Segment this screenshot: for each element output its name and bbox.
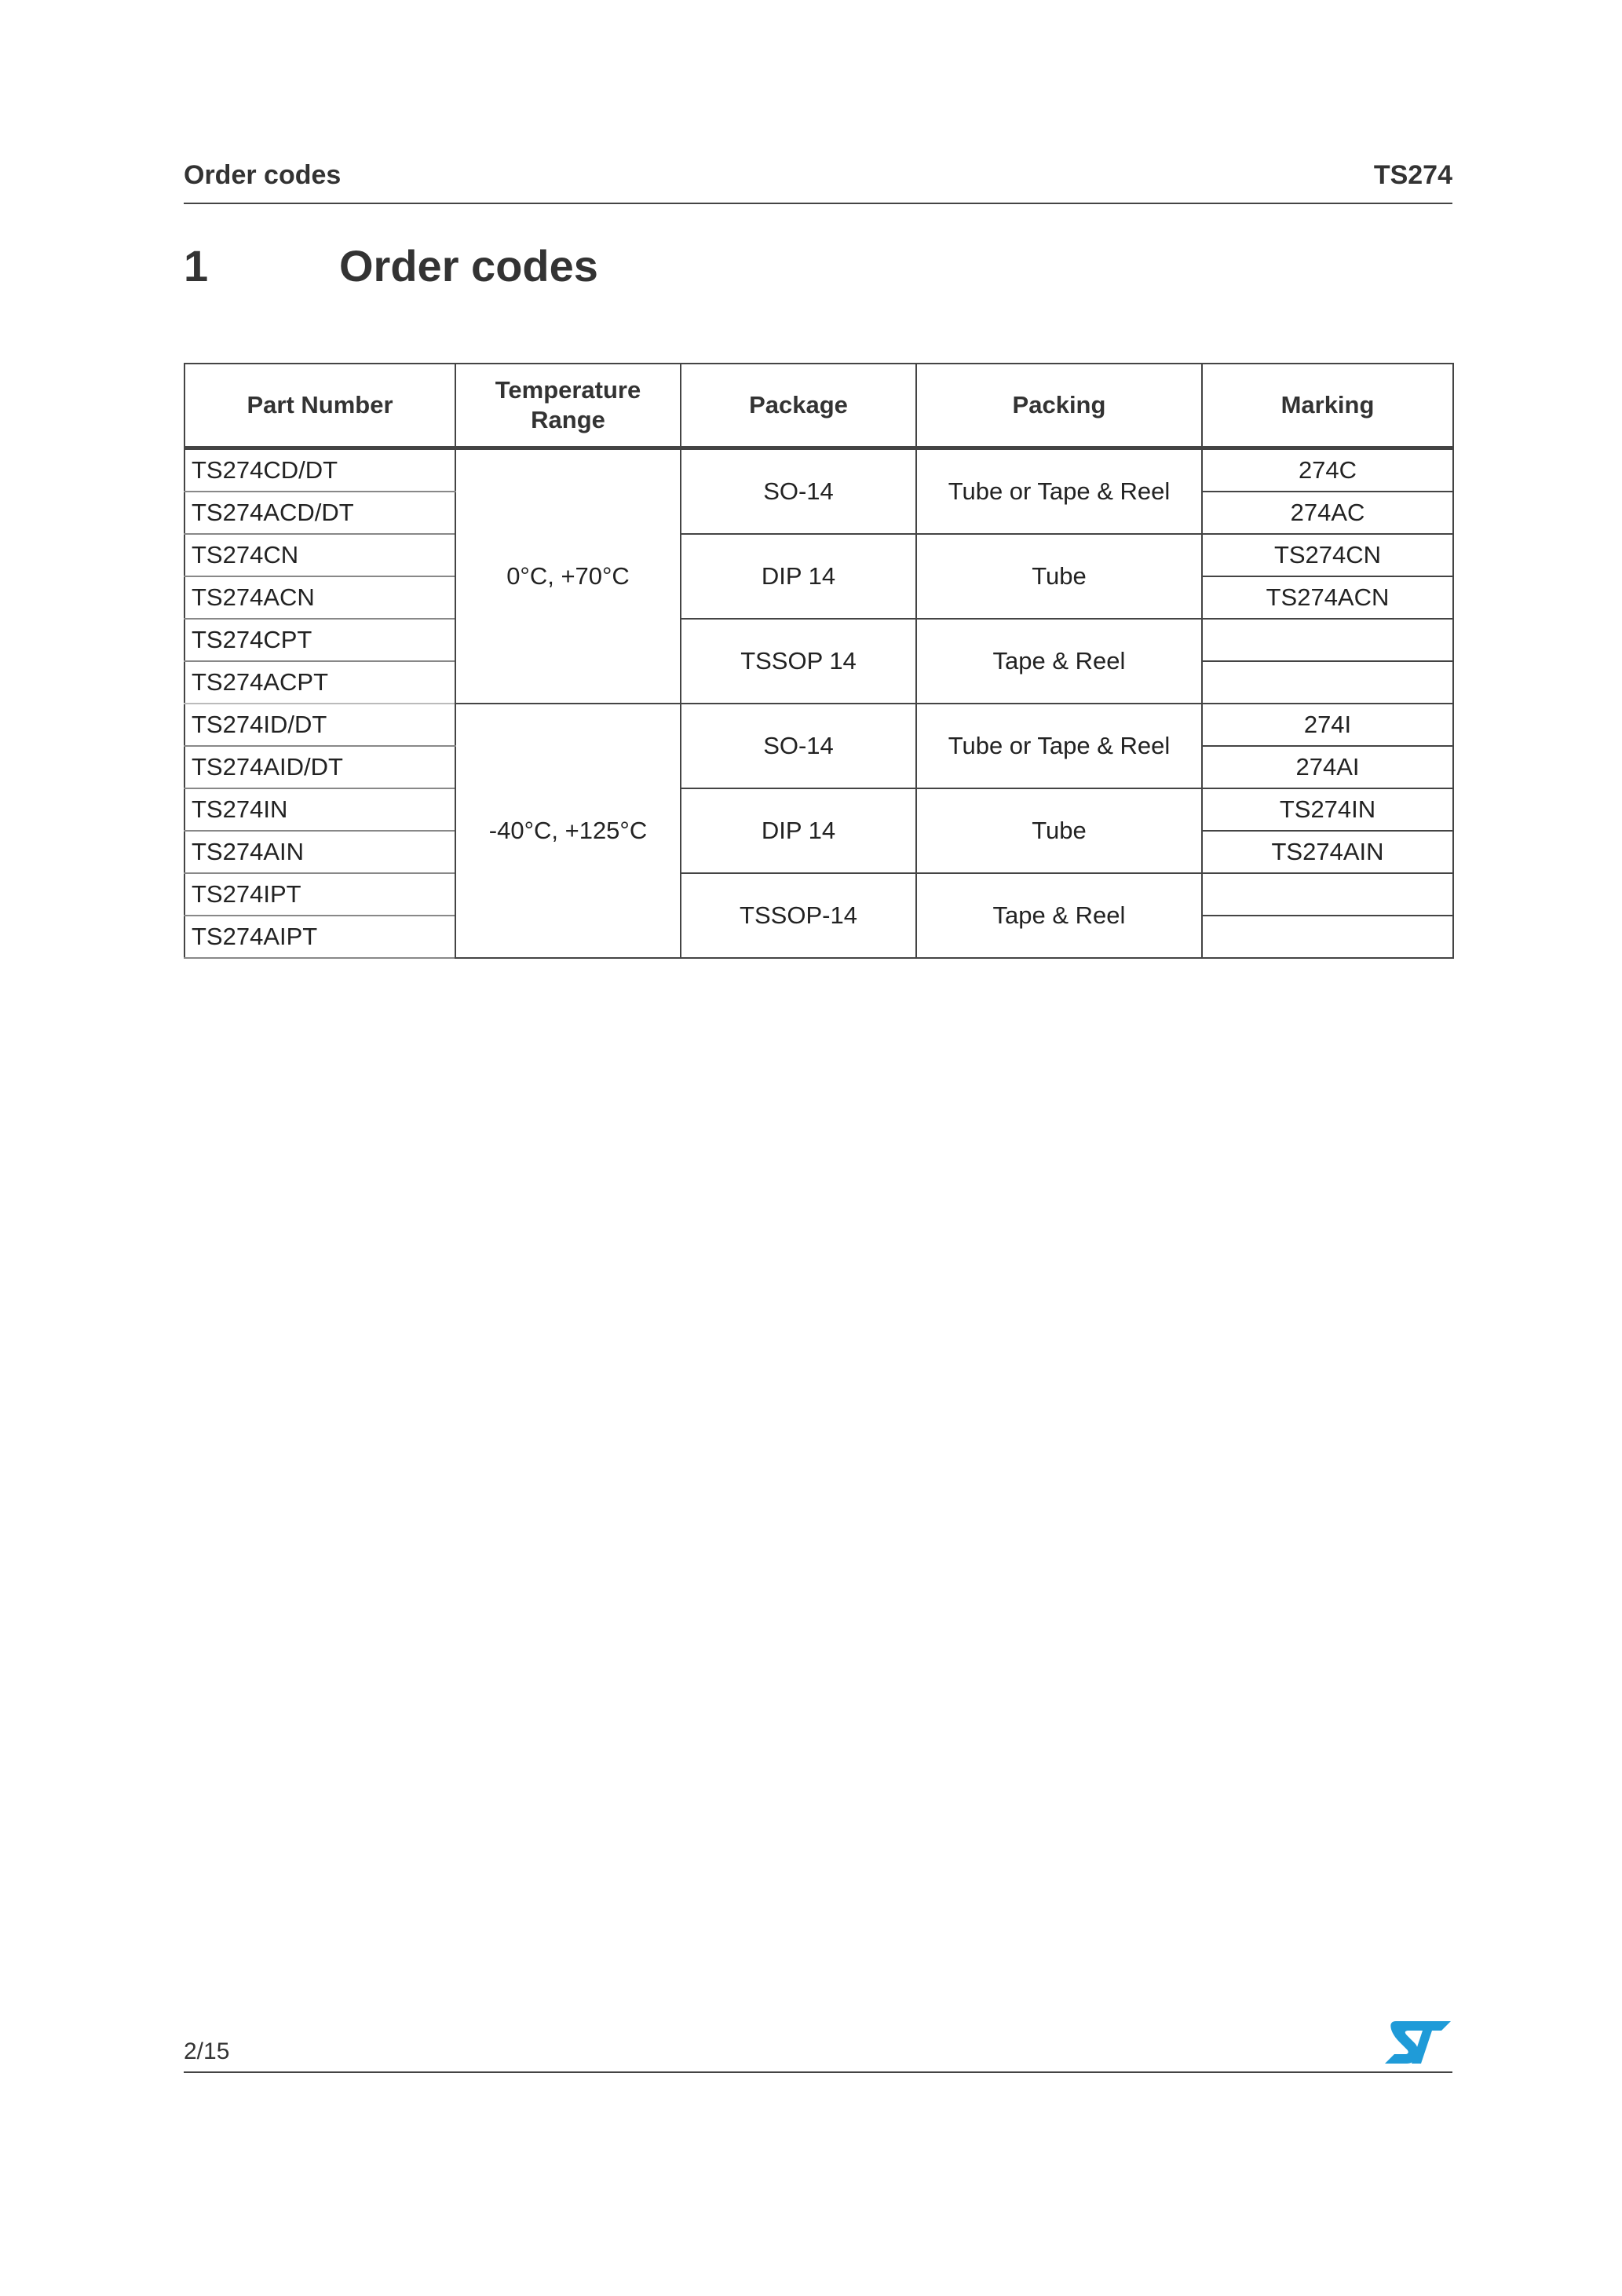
- package-cell: SO-14: [681, 704, 916, 788]
- temperature-range-cell: -40°C, +125°C: [455, 704, 681, 958]
- marking-cell: [1202, 873, 1453, 916]
- footer-rule: [184, 2071, 1452, 2073]
- st-logo-shape: [1385, 2021, 1451, 2064]
- package-cell: TSSOP-14: [681, 873, 916, 958]
- table-row: [184, 448, 1453, 492]
- marking-cell: TS274CN: [1202, 534, 1453, 576]
- part-number-cell: TS274ACD/DT: [184, 492, 455, 534]
- running-header-product: TS274: [1373, 160, 1452, 190]
- section-title: Order codes: [339, 241, 598, 291]
- marking-cell: 274C: [1202, 448, 1453, 492]
- part-number-cell: TS274CD/DT: [184, 448, 455, 492]
- table-row: [184, 534, 1453, 576]
- marking-cell: TS274IN: [1202, 788, 1453, 831]
- col-header-package: Package: [681, 364, 916, 448]
- part-number-cell: TS274AID/DT: [184, 746, 455, 788]
- package-cell: SO-14: [681, 448, 916, 535]
- package-cell: TSSOP 14: [681, 619, 916, 704]
- part-number-cell: TS274CPT: [184, 619, 455, 661]
- marking-cell: 274AI: [1202, 746, 1453, 788]
- part-number-cell: TS274IPT: [184, 873, 455, 916]
- header-rule: [184, 203, 1452, 204]
- temperature-range-cell: 0°C, +70°C: [455, 448, 681, 704]
- packing-cell: Tube or Tape & Reel: [916, 448, 1202, 535]
- part-number-cell: TS274AIPT: [184, 916, 455, 958]
- col-header-packing: Packing: [916, 364, 1202, 448]
- part-number-cell: TS274ACPT: [184, 661, 455, 704]
- st-logo-icon: [1385, 2021, 1451, 2064]
- page-number: 2/15: [184, 2038, 230, 2064]
- packing-cell: Tape & Reel: [916, 873, 1202, 958]
- table-row: [184, 704, 1453, 746]
- packing-cell: Tube: [916, 534, 1202, 619]
- marking-cell: [1202, 661, 1453, 704]
- table-row: [184, 619, 1453, 661]
- table-header-row: [184, 364, 1453, 448]
- running-header-section: Order codes: [184, 160, 342, 190]
- marking-cell: [1202, 916, 1453, 958]
- col-header-part-number: Part Number: [184, 364, 455, 448]
- table-row: [184, 873, 1453, 916]
- packing-cell: Tape & Reel: [916, 619, 1202, 704]
- part-number-cell: TS274IN: [184, 788, 455, 831]
- order-codes-table: [184, 363, 1454, 959]
- packing-cell: Tube: [916, 788, 1202, 873]
- marking-cell: TS274AIN: [1202, 831, 1453, 873]
- col-header-temperature-range: Temperature Range: [455, 364, 681, 448]
- marking-cell: TS274ACN: [1202, 576, 1453, 619]
- part-number-cell: TS274ID/DT: [184, 704, 455, 746]
- section-number: 1: [184, 241, 209, 291]
- part-number-cell: TS274CN: [184, 534, 455, 576]
- packing-cell: Tube or Tape & Reel: [916, 704, 1202, 788]
- marking-cell: [1202, 619, 1453, 661]
- col-header-marking: Marking: [1202, 364, 1453, 448]
- marking-cell: 274I: [1202, 704, 1453, 746]
- part-number-cell: TS274AIN: [184, 831, 455, 873]
- package-cell: DIP 14: [681, 788, 916, 873]
- package-cell: DIP 14: [681, 534, 916, 619]
- table-row: [184, 788, 1453, 831]
- part-number-cell: TS274ACN: [184, 576, 455, 619]
- marking-cell: 274AC: [1202, 492, 1453, 534]
